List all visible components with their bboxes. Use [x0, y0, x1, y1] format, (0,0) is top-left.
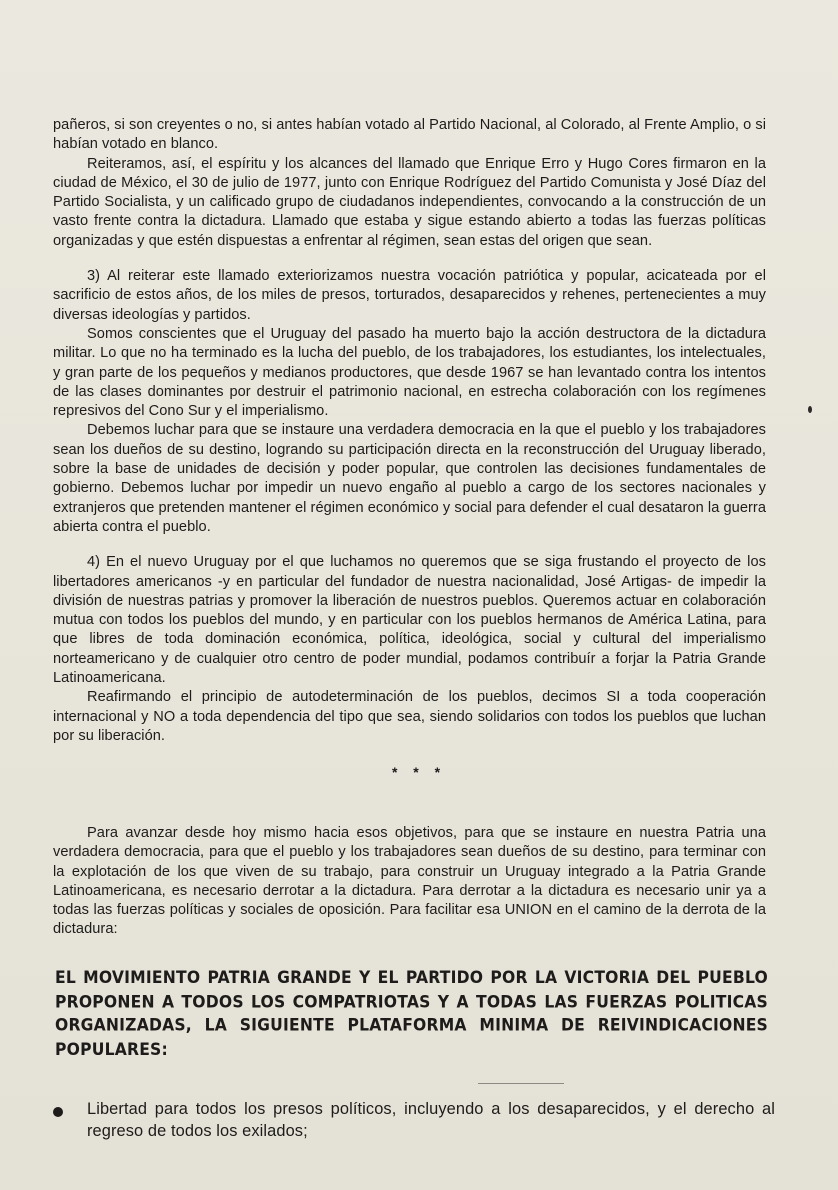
section-intro — [53, 116, 766, 251]
main-text-column — [53, 116, 766, 746]
ink-speck — [808, 406, 812, 413]
paragraph: Reiteramos, así, el espíritu y los alcances del llamado que Enrique Erro y Hugo Cores firmaron en la ciudad de México, el 30 de julio de 1977, junto con Enrique Rodríguez del Partido Comunista y José Díaz del Partido Socialista, y un calificado grupo de ciudadanos independientes, convocando a la construcción de un vasto frente contra la dictadura. Llamado que estaba y sigue estando abierto a todas las fuerzas políticas organizadas y que estén dispuestas a enfrentar al régimen, sean estas del origen que sean. — [53, 155, 766, 249]
paragraph: Somos conscientes que el Uruguay del pasado ha muerto bajo la acción destructora de la dictadura militar. Lo que no ha terminado es la lucha del pueblo, de los trabajadores, los estudiantes, los intelectuales, y gran parte de los pequeños y medianos productores, que desde 1967 se han levantado contra los intentos de las clases dominantes por destruir el patrimonio nacional, en estrecha colaboración con los regímenes represivos del Cono Sur y el imperialismo. — [53, 325, 766, 420]
paragraph-gap — [53, 537, 766, 553]
section-4 — [53, 553, 766, 746]
paragraph: pañeros, si son creyentes o no, si antes habían votado al Partido Nacional, al Colorado, al Frente Amplio, o si habían votado en blanco. — [53, 117, 766, 153]
closing-block — [53, 824, 766, 940]
section-separator: * * * — [391, 764, 447, 780]
platform-headline: EL MOVIMIENTO PATRIA GRANDE Y EL PARTIDO POR LA VICTORIA DEL PUEBLO PROPONEN A TODOS LOS COMPATRIOTAS Y A TODAS LAS FUERZAS POLITICAS ORGANIZADAS, LA SIGUIENTE PLATAFORMA MINIMA DE REIVINDICACIONES POPULARES: — [55, 968, 768, 1059]
bullet-icon — [53, 1107, 63, 1117]
section-3 — [53, 267, 766, 537]
paragraph: Reafirmando el principio de autodeterminación de los pueblos, decimos SI a toda cooperación internacional y NO a toda dependencia del tipo que sea, siendo solidarios con todos los pueblos que luchan por su liberación. — [53, 689, 766, 744]
bullet-text: Libertad para todos los presos políticos, incluyendo a los desaparecidos, y el derecho al regreso de todos los exilados; — [87, 1100, 775, 1140]
closing-paragraph: Para avanzar desde hoy mismo hacia esos objetivos, para que se instaure en nuestra Patria una verdadera democracia, para que el pueblo y los trabajadores sean dueños de su destino, para terminar con la explotación de los que viven de su trabajo, para construir un Uruguay integrado a la Patria Grande Latinoamericana, es necesario derrotar a la dictadura. Para derrotar a la dictadura es necesario unir ya a todas las fuerzas políticas y sociales de oposición. Para facilitar esa UNION en el camino de la derrota de la dictadura: — [53, 825, 766, 938]
paragraph: 4) En el nuevo Uruguay por el que luchamos no queremos que se siga frustando el proyecto de los libertadores americanos -y en particular del fundador de nuestra nacionalidad, José Artigas- de impedir la división de nuestras patrias y promover la liberación de nuestros pueblos. Queremos actuar en colaboración mutua con todos los pueblos del mundo, y en particular con los pueblos hermanos de América Latina, para que libres de toda dominación económica, política, ideológica, social y cultural del imperialismo norteamericano y de cualquier otro centro de poder mundial, podamos contribuír a forjar la Patria Grande Latinoamericana. — [53, 554, 766, 687]
paragraph: Debemos luchar para que se instaure una verdadera democracia en la que el pueblo y los trabajadores sean los dueños de su destino, logrando su participación directa en la reconstrucción del Uruguay liberado, sobre la base de unidades de decisión y poder popular, que controlen las decisiones fundamentales de gobierno. Debemos luchar por impedir un nuevo engaño al pueblo a cargo de los sectores nacionales y extranjeros que pretenden mantener el régimen económico y social para defender el cual desataron la guerra abierta contra el pueblo. — [53, 422, 766, 535]
paragraph: 3) Al reiterar este llamado exteriorizamos nuestra vocación patriótica y popular, acicateada por el sacrificio de estos años, de los miles de presos, torturados, desaparecidos y rehenes, pertenecientes a muy diversas ideologías y partidos. — [53, 268, 766, 323]
divider-line — [478, 1083, 564, 1084]
paragraph-gap — [53, 251, 766, 267]
bullet-list-item — [53, 1098, 775, 1142]
